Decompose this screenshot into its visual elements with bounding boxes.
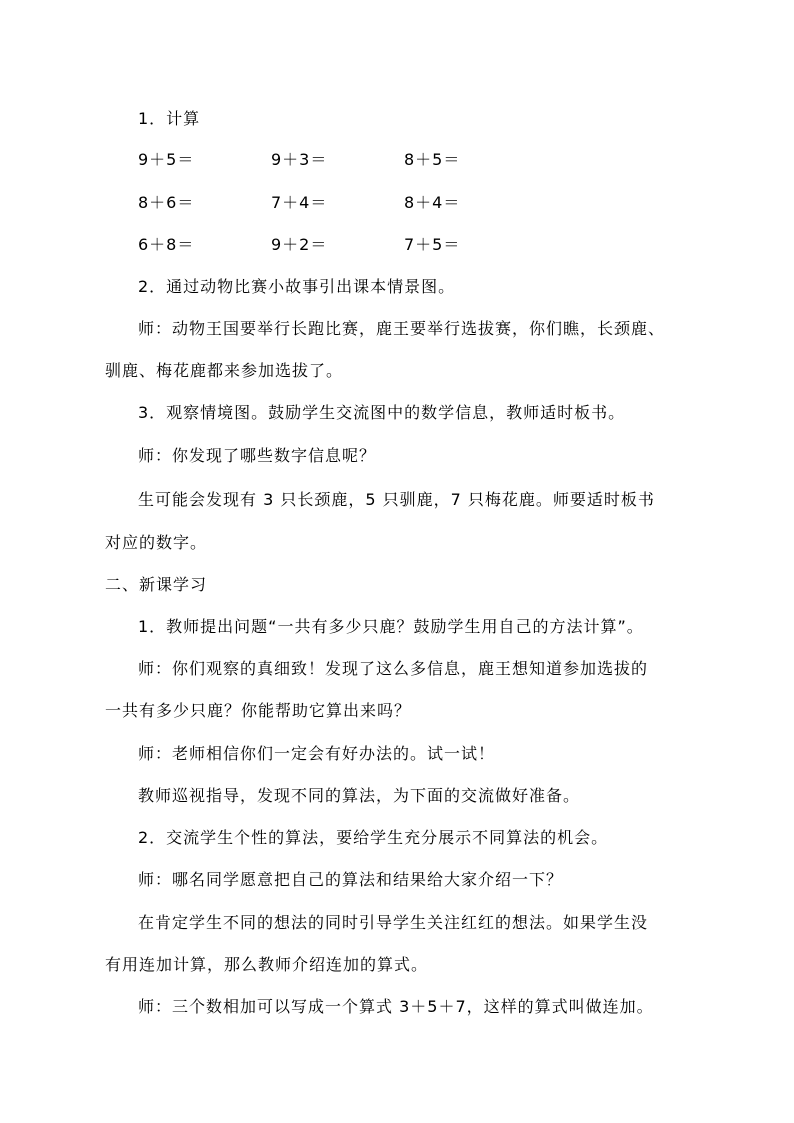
equation: 6＋8＝ [138, 235, 195, 254]
paragraph-line: 教师巡视指导，发现不同的算法，为下面的交流做好准备。 [138, 786, 581, 805]
section-heading: 二、新课学习 [105, 575, 208, 594]
equation: 9＋3＝ [271, 150, 328, 169]
paragraph-line: 一共有多少只鹿？你能帮助它算出来吗？ [105, 701, 412, 720]
paragraph-line: 师：动物王国要举行长跑比赛，鹿王要举行选拔赛，你们瞧，长颈鹿、 [138, 319, 666, 338]
paragraph-line: 有用连加计算，那么教师介绍连加的算式。 [105, 955, 429, 974]
paragraph-line: 生可能会发现有 3 只长颈鹿，5 只驯鹿，7 只梅花鹿。师要适时板书 [138, 490, 655, 509]
equation: 8＋4＝ [404, 193, 461, 212]
item-2-heading: 2．通过动物比赛小故事引出课本情景图。 [138, 277, 456, 296]
equation: 9＋2＝ [271, 235, 328, 254]
item-1-heading: 1．教师提出问题“一共有多少只鹿？鼓励学生用自己的方法计算”。 [138, 617, 644, 636]
item-1-heading: 1．计算 [138, 109, 201, 128]
equation: 7＋4＝ [271, 193, 328, 212]
equation: 9＋5＝ [138, 150, 195, 169]
equation: 8＋5＝ [404, 150, 461, 169]
item-3-heading: 3．观察情境图。鼓励学生交流图中的数学信息，教师适时板书。 [138, 403, 626, 422]
paragraph-line: 驯鹿、梅花鹿都来参加选拔了。 [105, 361, 344, 380]
equation: 7＋5＝ [404, 235, 461, 254]
paragraph-line: 师：三个数相加可以写成一个算式 3＋5＋7，这样的算式叫做连加。 [138, 997, 654, 1016]
equation: 8＋6＝ [138, 193, 195, 212]
paragraph-line: 对应的数字。 [105, 533, 208, 552]
paragraph-line: 师：你发现了哪些数字信息呢？ [138, 446, 377, 465]
paragraph-line: 师：哪名同学愿意把自己的算法和结果给大家介绍一下？ [138, 870, 564, 889]
paragraph-line: 师：你们观察的真细致！发现了这么多信息，鹿王想知道参加选拔的 [138, 659, 649, 678]
paragraph-line: 师：老师相信你们一定会有好办法的。试一试！ [138, 744, 496, 763]
paragraph-line: 在肯定学生不同的想法的同时引导学生关注红红的想法。如果学生没 [138, 913, 649, 932]
item-2-heading: 2．交流学生个性的算法，要给学生充分展示不同算法的机会。 [138, 828, 609, 847]
